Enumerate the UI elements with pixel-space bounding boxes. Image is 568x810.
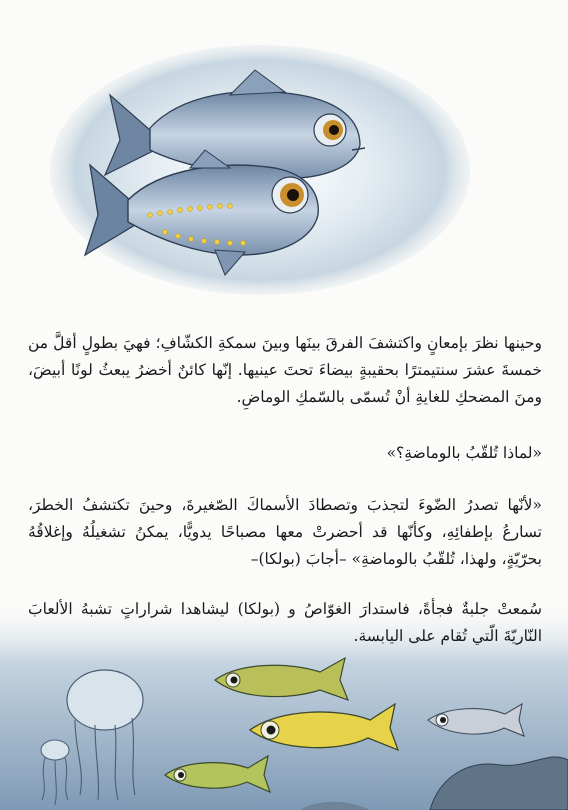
paragraph-3 [28,596,542,650]
paragraph-2 [28,492,542,573]
top-illustration [0,0,568,300]
question-text: «لماذا تُلقّبُ بالوماضةِ؟» [386,444,542,462]
paragraph-1 [28,330,542,411]
question-line [28,440,542,467]
paragraph-1-text: وحينها نظرَ بإمعانٍ واكتشفَ الفرقَ بينَها وبينَ سمكةِ الكشّافِ؛ فهيَ بطولٍ أقلَّ من خمسةَ عشرَ سنتيمترًا بحقيبةٍ بيضاءَ تحتَ عينيها. إنّها كائنٌ أخضرُ يبعثُ لونًا أبيضَ، ومنَ المضحكِ للغايةِ أنْ تُسمّى بالسّمكِ الوماضِ. [28,334,542,406]
paragraph-3-text: سُمعتْ جلبةٌ فجأةً، فاستدارَ الغوّاصُ و (بولكا) ليشاهدا شراراتٍ تشبهُ الألعابَ النّاريّةَ الّتي تُقام على اليابسة. [28,600,542,645]
paragraph-2-text: «لأنّها تصدرُ الضّوءَ لتجذبَ وتصطادَ الأسماكَ الصّغيرةَ، وحينَ تكتشفُ الخطرَ، تسارعُ بإطفائِهِ، وكأنّها قد أحضرتْ معها مصباحًا يدويًّا، يمكنُ تشغيلُهُ وإغلاقُهُ بحرّيّةٍ، ولهذا، تُلقّبُ بالوماضةِ» –أجابَ (بولكا)– [28,496,542,568]
